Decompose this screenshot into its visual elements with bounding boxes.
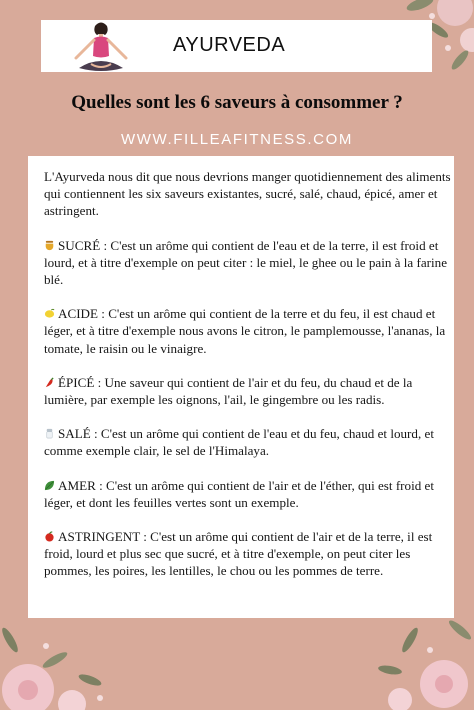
leaf-icon [44,480,55,491]
apple-icon [44,531,55,542]
flavor-text: SUCRÉ : C'est un arôme qui contient de l'eau et de la terre, il est froid et lourd, et à titre d'exemple on peut citer : le miel, le ghee ou le pain à la farine blé. [44,237,448,288]
flavor-text: AMER : C'est un arôme qui contient de l'air et de l'éther, qui est froid et léger, et dont les feuilles vertes sont un exemple. [44,477,434,510]
page-headline: Quelles sont les 6 saveurs à consommer ? [71,92,403,113]
flavor-text: ACIDE : C'est un arôme qui contient de la terre et du feu, il est chaud et léger, et à titre d'exemple nous avons le citron, le pamplemousse, l'ananas, la tomate, le raisin ou le vinaigre. [44,306,446,356]
flavor-text: SALÉ : C'est un arôme qui contient de l'eau et du feu, chaud et lourd, et comme exemple clair, le sel de l'Himalaya. [44,426,434,459]
flavor-text: ÉPICÉ : Une saveur qui contient de l'air et du feu, du chaud et de la lumière, par exemple les oignons, l'ail, le gingembre ou les radis. [44,374,413,408]
floral-decoration-bottom-right [370,610,474,710]
flavor-paragraph-acid [44,305,452,357]
flavor-paragraph-spicy [44,374,452,408]
website-url: WWW.FILLEAFITNESS.COM [121,131,353,148]
chili-pepper-icon [44,377,55,388]
flavor-paragraph-salty [44,425,452,459]
lemon-icon [44,308,55,319]
salt-shaker-icon [44,428,55,439]
header-title: AYURVEDA [173,34,286,56]
header-banner [41,20,432,72]
flavor-text: ASTRINGENT : C'est un arôme qui contient de l'air et de la terre, il est froid, lourd et plus sec que sucré, et à titre d'exemple, on peut citer les pommes, les poires, les lentilles, le chou ou les pommes de terre. [44,529,433,579]
honey-pot-icon [44,240,55,251]
flavor-paragraph-astringent [44,528,452,580]
floral-decoration-bottom-left [0,620,120,710]
flavor-paragraph-sweet [44,237,452,289]
content-card [28,156,454,618]
yoga-woman-icon [65,20,137,78]
flavor-paragraph-bitter [44,477,452,511]
intro-paragraph: L'Ayurveda nous dit que nous devrions manger quotidiennement des aliments qui contiennent les six saveurs existantes, sucré, salé, chaud, épicé, amer et astringent. [44,169,451,219]
article-text [44,168,452,597]
